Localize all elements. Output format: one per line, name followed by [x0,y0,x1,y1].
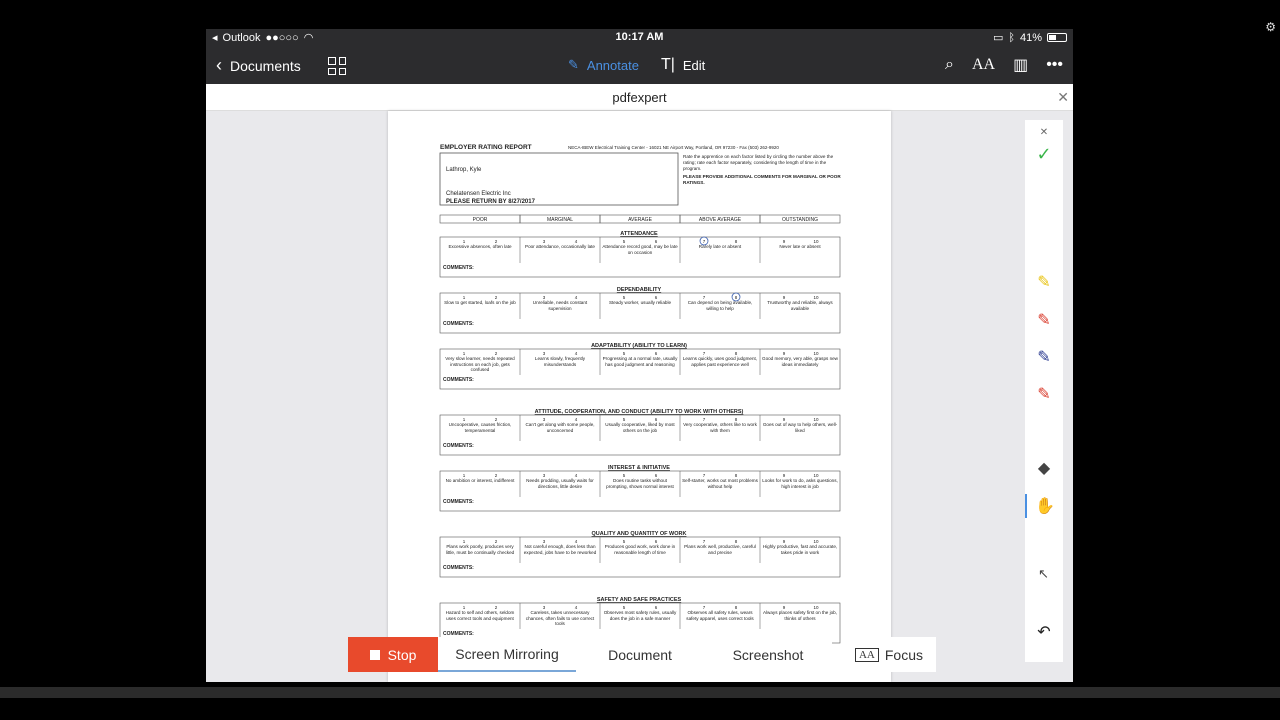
edit-tab[interactable] [661,56,705,74]
rating-description: Slow to get started, loafs on the job [444,300,516,305]
rating-description: Does routine tasks without prompting, shows normal interest [606,478,674,489]
rating-number: 2 [494,417,498,422]
rating-number: 2 [494,351,498,356]
documents-back-button[interactable] [216,55,301,76]
text-size-icon[interactable]: AA [971,56,996,73]
highlighter-yellow-icon[interactable]: ✎ [1037,274,1051,291]
search-icon[interactable]: ⌕ [944,56,954,73]
rating-number: 8 [734,417,738,422]
chevron-left-icon: ‹ [216,55,222,75]
section-title: INTEREST & INITIATIVE [608,465,670,471]
rating-number: 6 [654,417,658,422]
status-time: 10:17 AM [615,31,664,43]
pencil-icon: ✎ [568,57,579,72]
rating-number: 4 [574,239,578,244]
rating-number: 3 [542,351,546,356]
rating-number: 2 [494,605,498,610]
rating-description: Unreliable, needs constant supervision [532,300,588,311]
section-title: ATTENDANCE [620,231,658,237]
rating-description: Poor attendance, occasionally late [525,244,595,249]
rating-description: Very cooperative, others like to work with them [683,422,757,433]
rating-number: 3 [542,239,546,244]
rating-number: 10 [813,605,819,610]
rating-number: 1 [462,605,466,610]
rating-number: 4 [574,295,578,300]
comments-label: COMMENTS: [443,377,474,383]
bluetooth-icon: ᛒ [1008,31,1015,44]
rating-number: 7 [702,351,706,356]
rating-description: No ambition or interest, indifferent [445,478,515,483]
rating-number: 10 [813,473,819,478]
rating-number: 3 [542,605,546,610]
rating-number: 10 [813,239,819,244]
stop-label: Stop [387,646,417,663]
rating-form [388,111,891,682]
return-date: PLEASE RETURN BY 8/27/2017 [446,199,535,205]
rating-description: Observes most safety rules, usually does the job in a safe manner [603,610,677,621]
rating-description: Careless, takes unnecessary chances, often fails to use correct tools [525,610,595,627]
rating-number: 1 [462,239,466,244]
rating-number: 8 [734,605,738,610]
scale-label: OUTSTANDING [781,217,819,223]
rating-number: 3 [542,295,546,300]
pen-blue-icon[interactable]: ✎ [1037,349,1051,366]
rating-description: Uncooperative, causes friction, temperamental [448,422,512,433]
rating-number: 6 [654,351,658,356]
comments-label: COMMENTS: [443,565,474,571]
rating-description: Self-starter, works out most problems without help [682,478,758,489]
rating-number: 7 [702,239,706,244]
screen-mirroring-button[interactable]: Screen Mirroring [438,637,576,672]
rating-description: Produces good work, work done in reasonable length of time [604,544,676,555]
rating-number: 4 [574,605,578,610]
rating-number: 1 [462,539,466,544]
text-edit-icon: T| [660,56,675,73]
section-title: SAFETY AND SAFE PRACTICES [596,597,682,603]
focus-button[interactable] [842,637,936,672]
rating-description: Needs prodding, usually waits for directions, little desire [526,478,594,489]
rating-description: Progressing at a normal rate, usually has good judgment and reasoning [602,356,678,367]
rating-description: Never late or absent [779,244,821,249]
pdf-page[interactable] [388,111,891,682]
instructions: Rate the apprentice on each factor listed by circling the number above the rating; rate each factor separately, considering the length of time in the program. [683,154,834,171]
undo-icon[interactable]: ↶ [1037,624,1051,641]
rating-description: Plans work poorly, produces very little, must be continually checked [445,544,515,555]
rating-description: Usually cooperative, liked by most others on the job [605,422,675,433]
rating-number: 9 [782,351,786,356]
rating-number: 9 [782,295,786,300]
rating-description: Highly productive, fast and accurate, takes pride in work [762,544,838,555]
comments-label: COMMENTS: [443,443,474,449]
ipad-screen [206,29,1073,682]
rating-number: 2 [494,295,498,300]
rating-number: 10 [813,295,819,300]
rating-number: 7 [702,605,706,610]
rating-description: Looks for work to do, asks questions, high interest in job [762,478,838,489]
pen-red-2-icon[interactable]: ✎ [1037,386,1051,403]
bottom-scroll-bar[interactable] [0,687,1280,698]
rating-number: 8 [734,473,738,478]
rating-description: Hazard to self and others, seldom uses correct tools and equipment [445,610,515,621]
scale-label: POOR [472,217,488,223]
rating-number: 2 [494,473,498,478]
rating-description: Observes all safety rules, wears safety apparel, uses correct tools [686,610,754,621]
rating-description: Excessive absences, often late [448,244,512,249]
rating-number: 10 [813,417,819,422]
edit-label: Edit [682,57,706,73]
recording-toolbar [348,637,940,672]
rating-number: 2 [494,239,498,244]
rating-number: 5 [622,295,626,300]
rating-number: 4 [574,417,578,422]
carrier-label: Outlook [222,31,261,44]
rating-number: 7 [702,539,706,544]
rating-number: 5 [622,351,626,356]
rating-number: 5 [622,239,626,244]
stop-icon [370,650,380,660]
screenshot-button[interactable]: Screenshot [704,637,832,672]
rating-number: 8 [734,539,738,544]
rating-scale-header [440,215,840,223]
rating-number: 8 [734,239,738,244]
rating-description: Rarely late or absent [698,244,742,249]
rating-number: 3 [542,539,546,544]
document-title: pdfexpert [612,90,667,105]
document-title-bar [206,84,1073,111]
rating-number: 1 [462,295,466,300]
gear-icon[interactable]: ⚙ [1265,20,1276,34]
rating-description: Can't get along with some people, unconcerned [525,422,595,433]
rating-number: 2 [494,539,498,544]
rating-description: Trustworthy and reliable, always available [767,300,833,311]
rating-description: Goes out of way to help others, well-liked [762,422,838,433]
rating-number: 3 [542,473,546,478]
rating-number: 9 [782,239,786,244]
back-arrow-icon: ◂ [212,32,218,44]
eraser-icon[interactable]: ◆ [1037,460,1051,477]
rating-number: 6 [654,605,658,610]
rating-number: 6 [654,295,658,300]
rating-number: 7 [702,473,706,478]
rating-number: 1 [462,417,466,422]
back-label: Documents [230,57,301,74]
text-size-focus-icon: AA [855,648,879,662]
rating-number: 7 [702,295,706,300]
panel-close-icon[interactable]: ✕ [1039,126,1049,138]
rating-number: 5 [622,539,626,544]
rating-description: Good memory, very able, grasps new ideas immediately [762,356,838,367]
section-title: QUALITY AND QUANTITY OF WORK [591,531,687,537]
apprentice-name: Lathrop, Kyle [446,167,482,173]
rating-number: 5 [622,473,626,478]
scale-label: ABOVE AVERAGE [698,217,742,223]
rating-number: 5 [622,417,626,422]
rating-number: 7 [702,417,706,422]
screen-mirroring-icon: ▭ [992,32,1004,44]
close-icon[interactable]: ✕ [1057,89,1069,105]
battery-icon [1047,33,1067,42]
comments-label: COMMENTS: [443,265,474,271]
comments-label: COMMENTS: [443,321,474,327]
rating-number: 8 [734,295,738,300]
annotate-label: Annotate [586,57,639,73]
checkmark-icon[interactable]: ✓ [1036,143,1052,164]
rating-description: Plans work well, productive, careful and precise [684,544,756,555]
book-icon[interactable]: ▥ [1013,57,1029,74]
rating-description: Can depend on being available, willing to help [687,300,753,311]
focus-label: Focus [884,646,923,663]
rating-description: Not careful enough, does less than expected, jobs have to be reworked [523,544,597,555]
rating-number: 10 [813,351,819,356]
rating-description: Steady worker, usually reliable [608,300,672,305]
cursor-pointer-icon: ↖ [1038,566,1049,581]
rating-description: Learns quickly, uses good judgment, applies past experience well [682,356,758,367]
section-title: ADAPTABILITY (ABILITY TO LEARN) [591,343,687,349]
rating-number: 10 [813,539,819,544]
section-title: DEPENDABILITY [616,287,662,293]
form-center-address: NECA-IBEW Electrical Training Center - 16021 NE Airport Way, Portland, OR 97230 - Fax (503) 262-9920 [568,145,779,150]
instructions-2: PLEASE PROVIDE ADDITIONAL COMMENTS FOR MARGINAL OR POOR RATINGS. [683,174,841,185]
rating-number: 6 [654,239,658,244]
document-button[interactable]: Document [576,637,704,672]
more-icon[interactable]: ••• [1046,56,1063,73]
rating-number: 8 [734,351,738,356]
battery-percent: 41% [1019,31,1042,44]
rating-number: 3 [542,417,546,422]
rating-number: 1 [462,473,466,478]
rating-number: 4 [574,473,578,478]
rating-number: 4 [574,539,578,544]
rating-number: 1 [462,351,466,356]
section-title: ATTITUDE, COOPERATION, AND CONDUCT (ABILITY TO WORK WITH OTHERS) [534,409,744,415]
navigation-bar [206,47,1073,84]
rating-description: Always places safety first on the job, thinks of others [762,610,838,621]
grid-view-icon[interactable] [328,57,346,75]
rating-number: 6 [654,473,658,478]
rating-number: 5 [622,605,626,610]
rating-number: 9 [782,539,786,544]
signal-icon: ●●○○○ [265,31,299,44]
rating-number: 4 [574,351,578,356]
rating-number: 9 [782,473,786,478]
pen-red-icon[interactable]: ✎ [1037,312,1051,329]
status-bar [206,29,1073,47]
rating-number: 6 [654,539,658,544]
comments-label: COMMENTS: [443,499,474,505]
annotate-tab[interactable] [568,56,639,74]
form-header: EMPLOYER RATING REPORT [440,144,532,151]
rating-description: Very slow learner, needs repeated instructions on each job, gets confused [445,356,515,373]
wifi-icon: ◠ [303,32,314,44]
company-name: Chelatensen Electric Inc [446,191,511,197]
comments-label: COMMENTS: [443,631,474,637]
rating-description: Learns slowly, frequently misunderstands [534,356,586,367]
rating-number: 9 [782,417,786,422]
rating-number: 9 [782,605,786,610]
stop-recording-button[interactable] [348,637,438,672]
scale-label: MARGINAL [546,217,574,223]
hand-tool-icon[interactable]: ✋ [1025,494,1063,518]
scale-label: AVERAGE [628,217,652,223]
rating-description: Attendance record good, may be late on occasion [602,244,678,255]
